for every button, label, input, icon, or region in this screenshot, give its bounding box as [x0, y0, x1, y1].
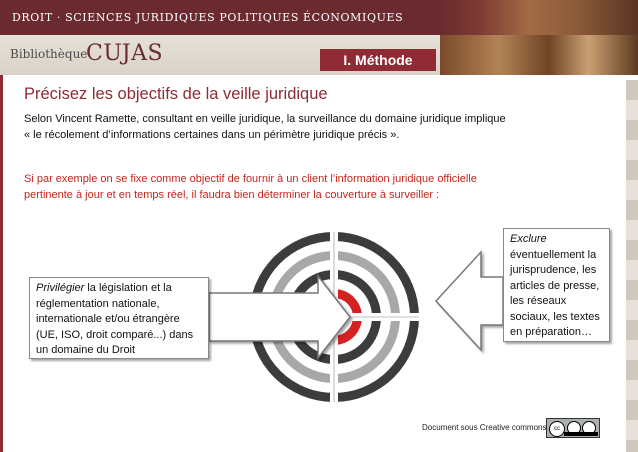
exclude-line: les réseaux — [510, 295, 567, 307]
logo-small-text: Bibliothèque — [10, 47, 88, 61]
exclude-line: sociaux, les textes — [510, 310, 600, 323]
license-strip — [564, 432, 598, 436]
privilege-line: (UE, ISO, droit comparé...) dans — [36, 328, 194, 341]
exclude-line: en préparation… — [510, 326, 592, 338]
intro-line: « le récolement d’informations certaines dans un périmètre juridique précis ». — [24, 129, 400, 141]
section-tag: I. Méthode — [320, 49, 436, 71]
creative-commons-by-nd-icon[interactable] — [546, 418, 600, 438]
privilege-keyword: Privilégier — [36, 282, 85, 294]
intro-line: Selon Vincent Ramette, consultant en veille juridique, la surveillance du domaine juridique implique — [24, 113, 506, 125]
exclude-line: éventuellement la — [510, 248, 597, 261]
privilege-box — [29, 277, 209, 359]
cc-icon: cc — [549, 421, 565, 437]
logo-cujas: CUJAS — [86, 41, 164, 66]
example-line: pertinente à jour et en temps réel, il faudra bien déterminer la couverture à surveiller : — [24, 189, 440, 201]
exclude-keyword: Exclure — [510, 233, 547, 245]
exclude-box — [503, 228, 610, 342]
exclude-line: jurisprudence, les — [510, 264, 597, 276]
left-arrow-icon — [436, 252, 503, 350]
license-note: Document sous Creative commons — [422, 423, 547, 432]
privilege-line: la législation et la — [84, 282, 172, 294]
privilege-line: un domaine du Droit — [36, 344, 136, 356]
banner-title: DROIT · SCIENCES JURIDIQUES POLITIQUES ÉCONOMIQUES — [12, 11, 404, 24]
example-line: Si par exemple on se fixe comme objectif de fournir à un client l’information juridique officielle — [24, 173, 477, 185]
privilege-line: internationale et/ou étrangère — [36, 313, 180, 325]
page-title: Précisez les objectifs de la veille juridique — [24, 85, 328, 103]
exclude-line: articles de presse, — [510, 279, 600, 292]
privilege-line: réglementation nationale, — [36, 297, 160, 310]
